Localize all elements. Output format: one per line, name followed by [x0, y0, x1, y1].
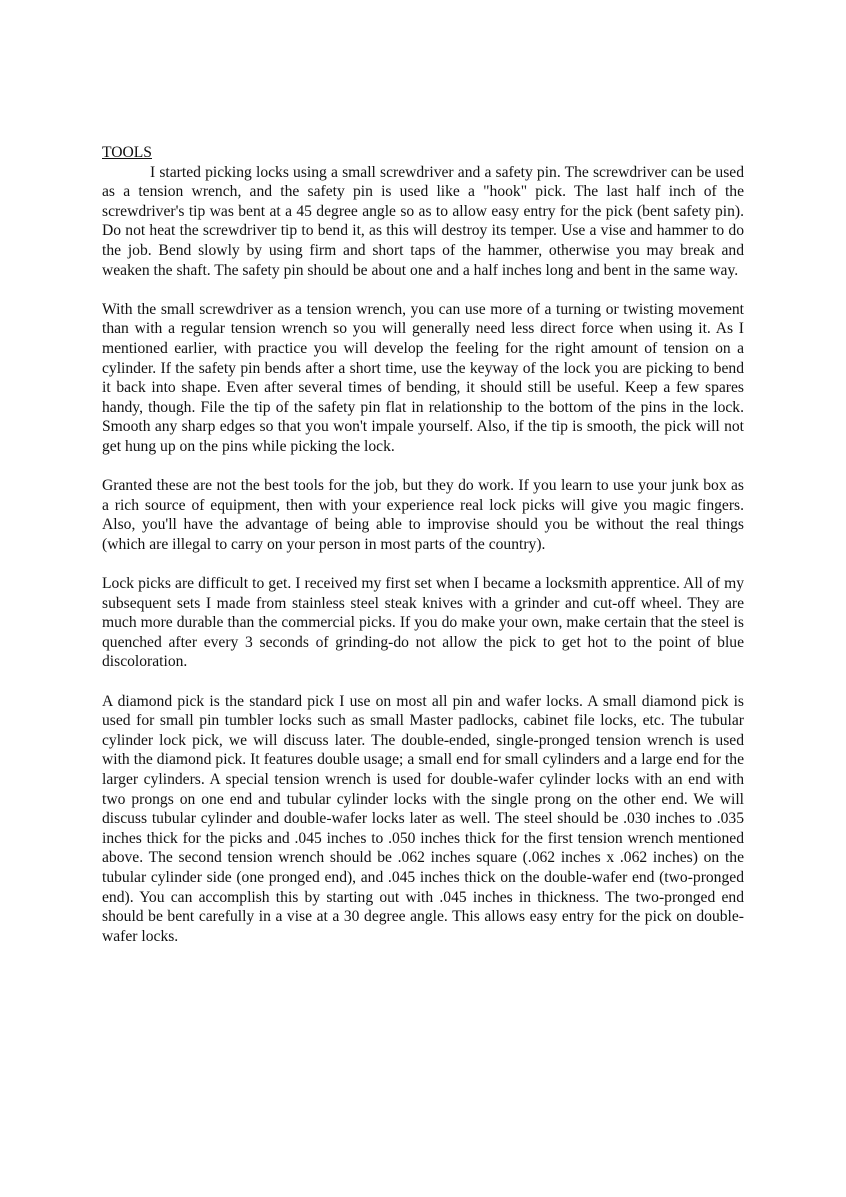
- paragraph-4: Lock picks are difficult to get. I received my first set when I became a locksmith apprentice. All of my subsequent sets I made from stainless steel steak knives with a grinder and cut-off wheel. They are much more durable than the commercial picks. If you do make your own, make certain that the steel is quenched after every 3 seconds of grinding-do not allow the pick to get hot to the point of blue discoloration.: [102, 575, 744, 671]
- paragraph-5: A diamond pick is the standard pick I use on most all pin and wafer locks. A small diamond pick is used for small pin tumbler locks such as small Master padlocks, cabinet file locks, etc. The tubular cylinder lock pick, we will discuss later. The double-ended, single-pronged tension wrench is used with the diamond pick. It features double usage; a small end for small cylinders and a large end for the larger cylinders. A special tension wrench is used for double-wafer cylinder locks with an end with two prongs on one end and tubular cylinder locks with the single prong on the other end. We will discuss tubular cylinder and double-wafer locks later as well. The steel should be .030 inches to .035 inches thick for the picks and .045 inches to .050 inches thick for the first tension wrench mentioned above. The second tension wrench should be .062 inches square (.062 inches x .062 inches) on the tubular cylinder side (one pronged end), and .045 inches thick on the double-wafer end (two-pronged end). You can accomplish this by starting out with .045 inches in thickness. The two-pronged end should be bent carefully in a vise at a 30 degree angle. This allows easy entry for the pick on double-wafer locks.: [102, 692, 744, 945]
- document-body: [102, 143, 744, 966]
- paragraph-3: Granted these are not the best tools for the job, but they do work. If you learn to use your junk box as a rich source of equipment, then with your experience real lock picks will give you magic fingers. Also, you'll have the advantage of being able to improvise should you be without the real things (which are illegal to carry on your person in most parts of the country).: [102, 477, 744, 553]
- paragraph-2: With the small screwdriver as a tension wrench, you can use more of a turning or twisting movement than with a regular tension wrench so you will generally need less direct force when using it. As I mentioned earlier, with practice you will develop the feeling for the right amount of tension on a cylinder. If the safety pin bends after a short time, use the keyway of the lock you are picking to bend it back into shape. Even after several times of bending, it should still be useful. Keep a few spares handy, though. File the tip of the safety pin flat in relationship to the bottom of the pins in the lock. Smooth any sharp edges so that you won't impale yourself. Also, if the tip is smooth, the pick will not get hung up on the pins while picking the lock.: [102, 300, 744, 455]
- paragraph-1: I started picking locks using a small screwdriver and a safety pin. The screwdriver can be used as a tension wrench, and the safety pin is used like a "hook" pick. The last half inch of the screwdriver's tip was bent at a 45 degree angle so as to allow easy entry for the pick (bent safety pin). Do not heat the screwdriver tip to bend it, as this will destroy its temper. Use a vise and hammer to do the job. Bend slowly by using firm and short taps of the hammer, otherwise you may break and weaken the shaft. The safety pin should be about one and a half inches long and bent in the same way.: [102, 163, 744, 279]
- section-heading: TOOLS: [102, 144, 152, 161]
